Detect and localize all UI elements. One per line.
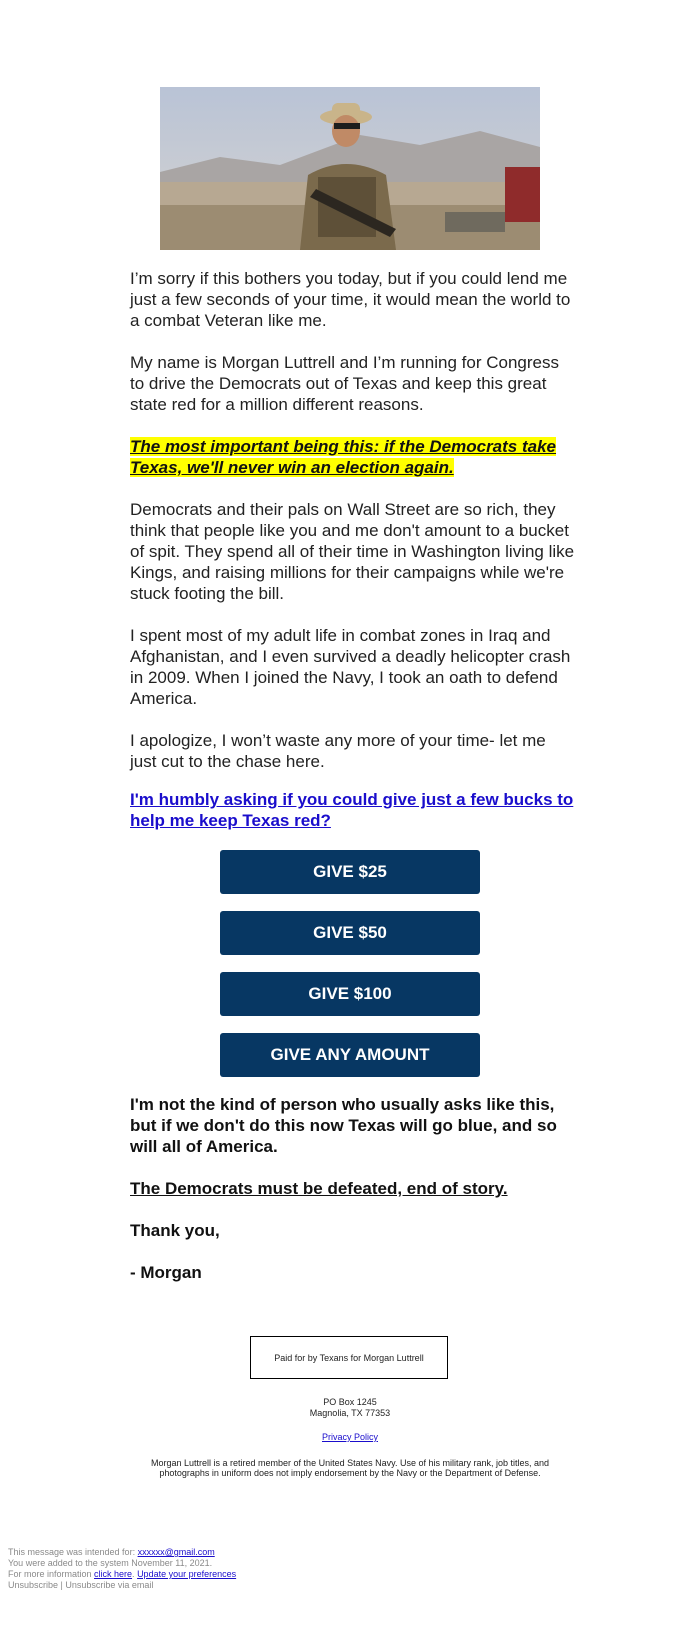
donate-ask-link[interactable]: I'm humbly asking if you could give just a few bucks to help me keep Texas red?: [130, 790, 574, 830]
hero-image: [160, 87, 540, 250]
address-line-1: PO Box 1245: [323, 1397, 377, 1407]
unsubscribe-email-link[interactable]: Unsubscribe via email: [65, 1580, 154, 1590]
separator-dot: .: [132, 1569, 138, 1579]
intended-label: This message was intended for:: [8, 1547, 138, 1557]
recipient-email-link[interactable]: xxxxxx@gmail.com: [137, 1547, 215, 1557]
unsubscribe-link[interactable]: Unsubscribe: [8, 1580, 59, 1590]
paragraph-introduction-name: My name is Morgan Luttrell and I’m running for Congress to drive the Democrats out of Texas and keep this great state red for a million different reasons.: [130, 353, 559, 414]
give-50-button[interactable]: GIVE $50: [220, 911, 480, 955]
message-body: [130, 268, 576, 831]
paid-for-disclaimer-box: Paid for by Texans for Morgan Luttrell: [250, 1336, 448, 1379]
give-25-button[interactable]: GIVE $25: [220, 850, 480, 894]
highlighted-statement: The most important being this: if the Democrats take Texas, we'll never win an election again.: [130, 437, 557, 477]
address-line-2: Magnolia, TX 77353: [309, 1408, 391, 1418]
paragraph-highlight: [130, 436, 576, 478]
give-any-amount-button[interactable]: GIVE ANY AMOUNT: [220, 1033, 480, 1077]
paragraph-chase: I apologize, I won’t waste any more of your time- let me just cut to the chase here.: [130, 731, 546, 771]
privacy-policy-link[interactable]: Privacy Policy: [321, 1432, 378, 1442]
closing-statement: The Democrats must be defeated, end of story.: [130, 1179, 508, 1198]
paragraph-wall-street: Democrats and their pals on Wall Street are so rich, they think that people like you and me don't amount to a bucket of spit. They spend all of their time in Washington living like Kings, and raising millions for their campaigns while we're stuck footing the bill.: [130, 500, 575, 603]
closing-section: [130, 1094, 580, 1283]
update-preferences-link[interactable]: Update your preferences: [137, 1569, 237, 1579]
more-info-label: For more information: [8, 1569, 95, 1579]
added-line: You were added to the system November 11, 2021.: [8, 1558, 213, 1568]
more-info-line: [8, 1569, 408, 1580]
privacy-row: [200, 1432, 500, 1442]
sign-off: Thank you,: [130, 1221, 220, 1240]
pipe-separator: |: [58, 1580, 66, 1590]
click-here-link[interactable]: click here: [94, 1569, 133, 1579]
unsubscribe-line: [8, 1580, 408, 1591]
give-100-button[interactable]: GIVE $100: [220, 972, 480, 1016]
ask-paragraph: [130, 789, 576, 831]
intended-line: [8, 1547, 408, 1558]
signature: - Morgan: [130, 1263, 202, 1282]
military-disclaimer: Morgan Luttrell is a retired member of the United States Navy. Use of his military rank, job titles, and photographs in uniform does not imply endorsement by the Navy or the Department of Defense.: [151, 1458, 549, 1478]
soldier-photo: [160, 87, 540, 250]
email-meta: [8, 1547, 408, 1591]
closing-appeal: I'm not the kind of person who usually asks like this, but if we don't do this now Texas will go blue, and so will all of America.: [130, 1095, 557, 1156]
paragraph-military-service: I spent most of my adult life in combat zones in Iraq and Afghanistan, and I even survived a deadly helicopter crash in 2009. When I joined the Navy, I took an oath to defend America.: [130, 626, 571, 708]
donation-buttons: [220, 850, 480, 1094]
mailing-address: [200, 1397, 500, 1419]
paragraph-intro: I’m sorry if this bothers you today, but if you could lend me just a few seconds of your time, it would mean the world to a combat Veteran like me.: [130, 269, 571, 330]
